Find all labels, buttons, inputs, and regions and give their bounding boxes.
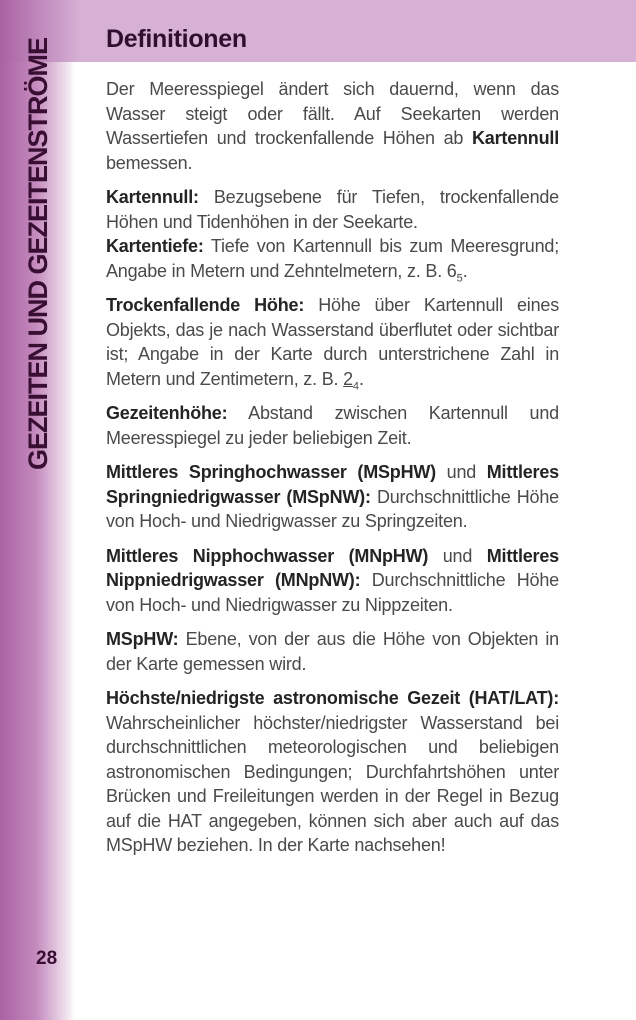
- definition-mittleres-springwasser: Mittleres Springhochwasser (MSpHW) und Mittleres Springniedrigwasser (MSpNW): Durchschnittliche Höhe von Hoch- und Niedrigwasser zu Springzeiten.: [106, 462, 559, 531]
- definition-gezeitenhoehe: Gezeitenhöhe: Abstand zwischen Kartennull und Meeresspiegel zu jeder beliebigen Zeit.: [106, 403, 559, 448]
- definition-msphw: MSpHW: Ebene, von der aus die Höhe von Objekten in der Karte gemessen wird.: [106, 629, 559, 674]
- chapter-title-vertical: GEZEITEN UND GEZEITENSTRÖME: [23, 37, 53, 470]
- page-title: Definitionen: [106, 25, 247, 53]
- page-number: 28: [36, 948, 58, 969]
- intro-paragraph: Der Meeresspiegel ändert sich dauernd, wenn das Wasser steigt oder fällt. Auf Seekarten werden Wassertiefen und trockenfallende Höhen ab Kartennull bemessen.: [106, 79, 559, 173]
- chapter-header-band: [0, 0, 636, 62]
- content-panel: [75, 62, 636, 1020]
- definition-trockenfallende-hoehe: Trockenfallende Höhe: Höhe über Kartennull eines Objekts, das je nach Wasserstand überflutet oder sichtbar ist; Angabe in der Karte durch unterstrichene Zahl in Metern und Zentimetern, z. B. $2_4$.: [106, 295, 559, 393]
- definition-hat-lat: Höchste/niedrigste astronomische Gezeit (HAT/LAT): Wahrscheinlicher höchster/niedrigster Wasserstand bei durchschnittlichen meteorologischen und beliebigen astronomischen Bedingungen; Durchfahrtshöhen unter Brücken und Freileitungen werden in der Regel in Bezug auf die HAT angegeben, können sich aber auch auf das MSpHW beziehen. In der Karte nachsehen!: [106, 688, 559, 855]
- definition-kartennull-kartentiefe: Kartennull: Bezugsebene für Tiefen, trockenfallende Höhen und Tidenhöhen in der Seekarte. Kartentiefe: Tiefe von Kartennull bis zum Meeresgrund; Angabe in Metern und Zehntelmetern, z. B. $6_5$.: [106, 187, 559, 285]
- definition-mittleres-nippwasser: Mittleres Nipphochwasser (MNpHW) und Mittleres Nippniedrigwasser (MNpNW): Durchschnittliche Höhe von Hoch- und Niedrigwasser zu Nippzeiten.: [106, 545, 559, 615]
